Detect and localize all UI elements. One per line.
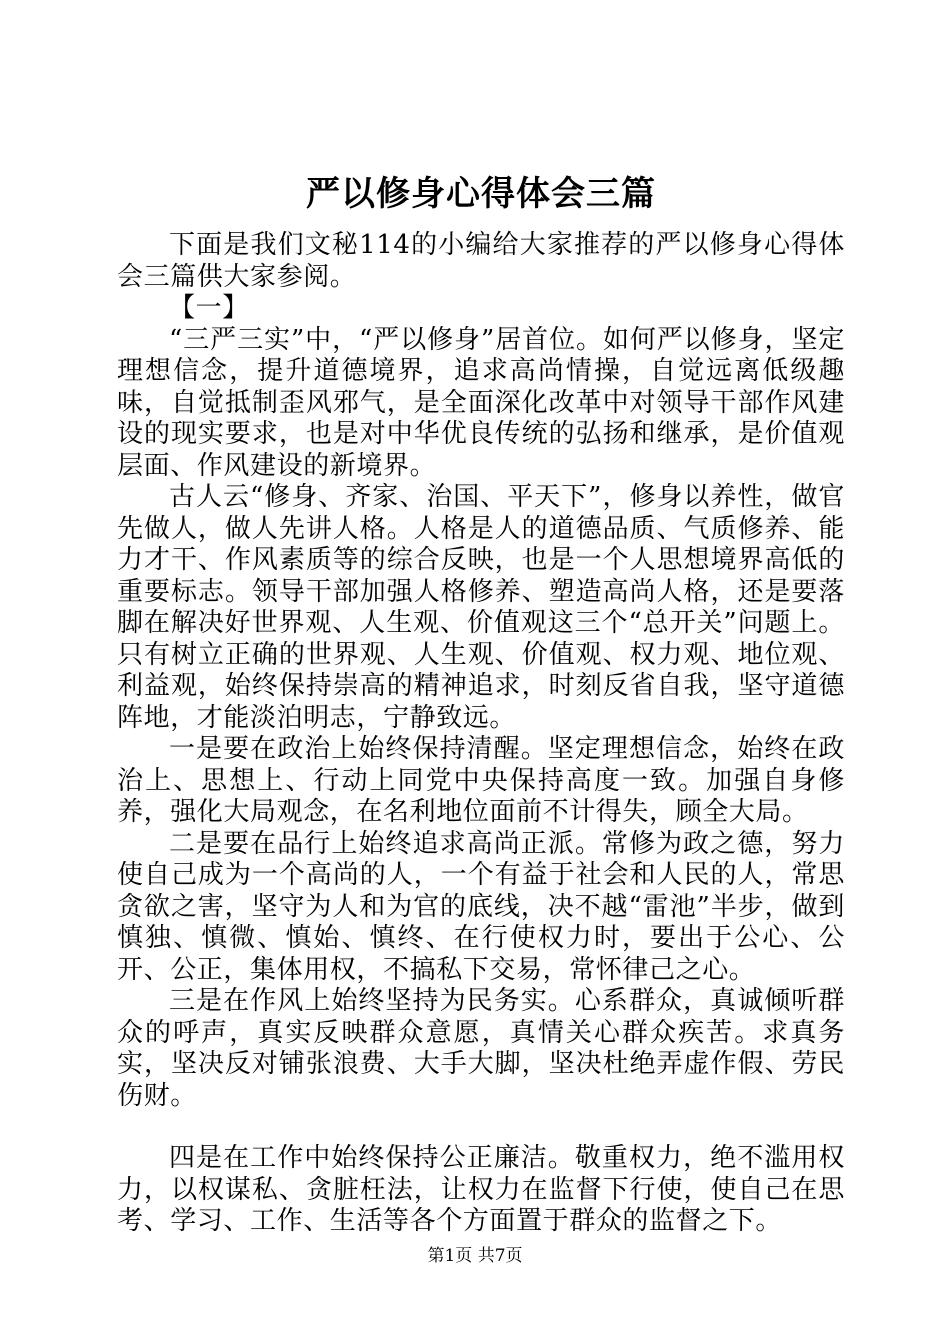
paragraph-4: 二是要在品行上始终追求高尚正派。常修为政之德，努力使自己成为一个高尚的人，一个有益于社会和人民的人，常思贪欲之害，坚守为人和为官的底线，决不越“雷池”半步，做到慎独、慎微、慎始、慎终、在行使权力时，要出于公心、公开、公正，集体用权，不搞私下交易，常怀律己之心。 <box>117 828 845 985</box>
paragraph-2: 古人云“修身、齐家、治国、平天下”，修身以养性，做官先做人，做人先讲人格。人格是人的道德品质、气质修养、能力才干、作风素质等的综合反映，也是一个人思想境界高低的重要标志。领导干部加强人格修养、塑造高尚人格，还是要落脚在解决好世界观、人生观、价值观这三个“总开关”问题上。只有树立正确的世界观、人生观、价值观、权力观、地位观、利益观，始终保持崇高的精神追求，时刻反省自我，坚守道德阵地，才能淡泊明志，宁静致远。 <box>117 482 845 733</box>
paragraph-6: 四是在工作中始终保持公正廉洁。敬重权力，绝不滥用权力，以权谋私、贪脏枉法，让权力在监督下行使，使自己在思考、学习、工作、生活等各个方面置于群众的监督之下。 <box>117 1143 845 1236</box>
section-label: 【一】 <box>169 293 249 323</box>
document-page <box>117 170 845 1238</box>
paragraph-3: 一是要在政治上始终保持清醒。坚定理想信念，始终在政治上、思想上、行动上同党中央保持高度一致。加强自身修养，强化大局观念，在名利地位面前不计得失，顾全大局。 <box>117 734 845 827</box>
paragraph-1: “三严三实”中，“严以修身”居首位。如何严以修身，坚定理想信念，提升道德境界，追求高尚情操，自觉远离低级趣味，自觉抵制歪风邪气，是全面深化改革中对领导干部作风建设的现实要求，也是对中华优良传统的弘扬和继承，是价值观层面、作风建设的新境界。 <box>117 324 845 481</box>
paragraph-gap <box>117 1112 845 1143</box>
intro-paragraph: 下面是我们文秘114的小编给大家推荐的严以修身心得体会三篇供大家参阅。 <box>117 230 845 292</box>
paragraph-5: 三是在作风上始终坚持为民务实。心系群众，真诚倾听群众的呼声，真实反映群众意愿，真情关心群众疾苦。求真务实，坚决反对铺张浪费、大手大脚，坚决杜绝弄虚作假、劳民伤财。 <box>117 986 845 1111</box>
document-title: 严以修身心得体会三篇 <box>306 174 656 214</box>
page-footer: 第1页 共7页 <box>427 1246 523 1266</box>
